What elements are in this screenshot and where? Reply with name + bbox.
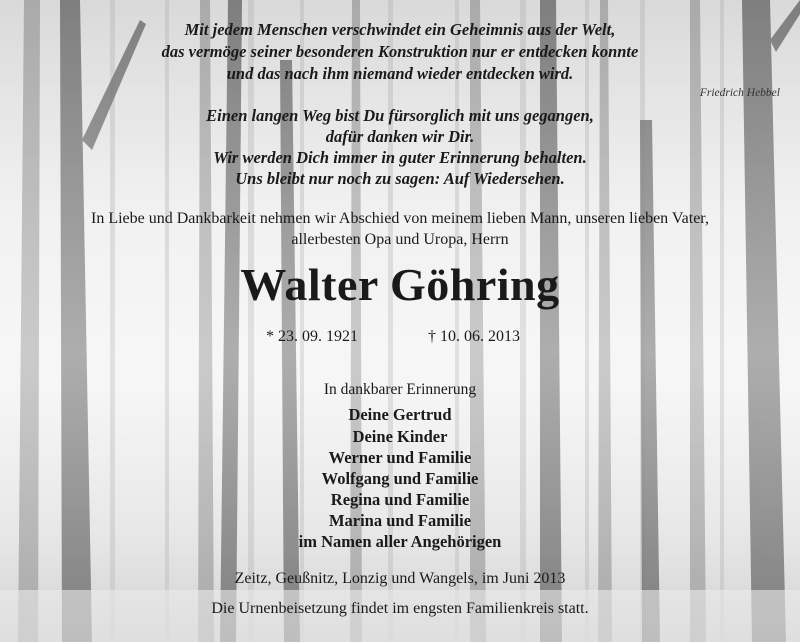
mourner-line: Regina und Familie [330,490,470,509]
mourner-line: Wolfgang und Familie [321,469,479,488]
intro-line-2: allerbesten Opa und Uropa, Herrn [291,231,509,248]
poem2-line-3: Wir werden Dich immer in guter Erinnerung behalten. [213,148,587,167]
mourner-line: Deine Kinder [352,427,448,446]
death-date: † 10. 06. 2013 [428,328,520,345]
poem2-line-2: dafür danken wir Dir. [325,127,475,146]
mourner-line: Marina und Familie [328,511,472,530]
place-and-date: Zeitz, Geußnitz, Lonzig und Wangels, im Juni 2013 [234,570,566,587]
intro-line-1: In Liebe und Dankbarkeit nehmen wir Abschied von meinem lieben Mann, unseren lieben Vater, [91,210,709,227]
poem1-line-3: und das nach ihm niemand wieder entdecken wird. [226,64,574,83]
birth-date: * 23. 09. 1921 [266,328,358,345]
mourner-line: im Namen aller Angehörigen [298,532,502,551]
mourner-line: Deine Gertrud [348,405,452,424]
poem1-line-1: Mit jedem Menschen verschwindet ein Geheimnis aus der Welt, [184,20,616,39]
quote-attribution: Friedrich Hebbel [699,87,780,99]
poem2-line-4: Uns bleibt nur noch zu sagen: Auf Wiedersehen. [235,169,565,188]
mourner-line: Werner und Familie [328,448,472,467]
poem2-line-1: Einen langen Weg bist Du fürsorglich mit uns gegangen, [206,106,594,125]
burial-note: Die Urnenbeisetzung findet im engsten Familienkreis statt. [211,600,589,617]
deceased-name: Walter Göhring [240,259,560,310]
memory-heading: In dankbarer Erinnerung [323,381,477,398]
poem1-line-2: das vermöge seiner besonderen Konstruktion nur er entdecken konnte [161,42,639,61]
